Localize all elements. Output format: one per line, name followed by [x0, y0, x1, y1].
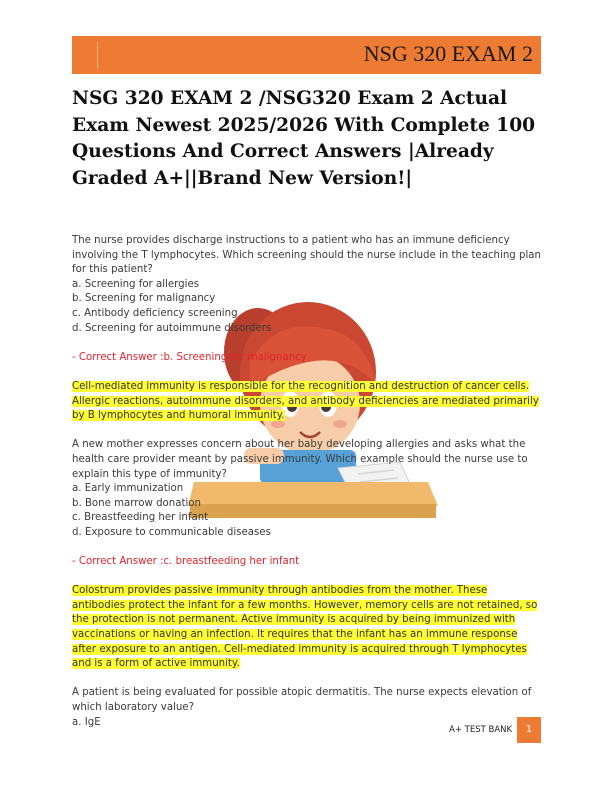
question-2-rationale [72, 584, 542, 672]
question-1-answer: - Correct Answer :b. Screening for malignancy [72, 351, 307, 363]
question-2-answer: - Correct Answer :c. breastfeeding her infant [72, 556, 300, 568]
document-body [72, 234, 542, 730]
header-banner [72, 36, 541, 74]
question-1-rationale-highlight: Cell-mediated immunity is responsible for the recognition and destruction of cancer cells. Allergic reactions, autoimmune disorders, and antibody deficiencies are mediated primarily by B lymphocytes and humoral immunity. [72, 380, 539, 422]
question-1-option-a: a. Screening for allergies [72, 278, 200, 290]
question-1-option-d: d. Screening for autoimmune disorders [72, 322, 272, 334]
question-3-text: A patient is being evaluated for possible atopic dermatitis. The nurse expects elevation of which laboratory value? [72, 687, 532, 713]
question-2-rationale-highlight: Colostrum provides passive immunity through antibodies from the mother. These antibodies protect the infant for a few months. However, memory cells are not retained, so the protection is not permanent. Active immunity is acquired by being immunized with vaccinations or having an infection. It requires that the infant has an immune response after exposure to an antigen. Cell-mediated immunity is acquired through T lymphocytes and is a form of active immunity. [72, 585, 538, 670]
question-2-option-a: a. Early immunization [72, 483, 184, 495]
question-1-text: The nurse provides discharge instructions to a patient who has an immune deficiency involving the T lymphocytes. Which screening should the nurse include in the teaching plan for this patient? [72, 235, 541, 276]
document-title: NSG 320 EXAM 2 /NSG320 Exam 2 Actual Exam Newest 2025/2026 With Complete 100 Questions And Correct Answers |Already Graded A+||Brand New Version!| [72, 88, 536, 189]
question-2-option-d: d. Exposure to communicable diseases [72, 526, 271, 538]
question-3-option-a: a. IgE [72, 716, 101, 728]
footer-label: A+ TEST BANK [449, 725, 513, 735]
question-1-rationale [72, 380, 542, 424]
question-2-text: A new mother expresses concern about her baby developing allergies and asks what the health care provider meant by passive immunity. Which example should the nurse use to explain this type of immunity? [72, 439, 528, 480]
banner-divider [97, 42, 98, 68]
page-number: 1 [517, 717, 541, 743]
question-1-option-b: b. Screening for malignancy [72, 293, 216, 305]
question-2-option-b: b. Bone marrow donation [72, 497, 201, 509]
banner-title: NSG 320 EXAM 2 [363, 41, 533, 66]
question-1-option-c: c. Antibody deficiency screening [72, 307, 238, 319]
question-2-option-c: c. Breastfeeding her infant [72, 512, 209, 524]
